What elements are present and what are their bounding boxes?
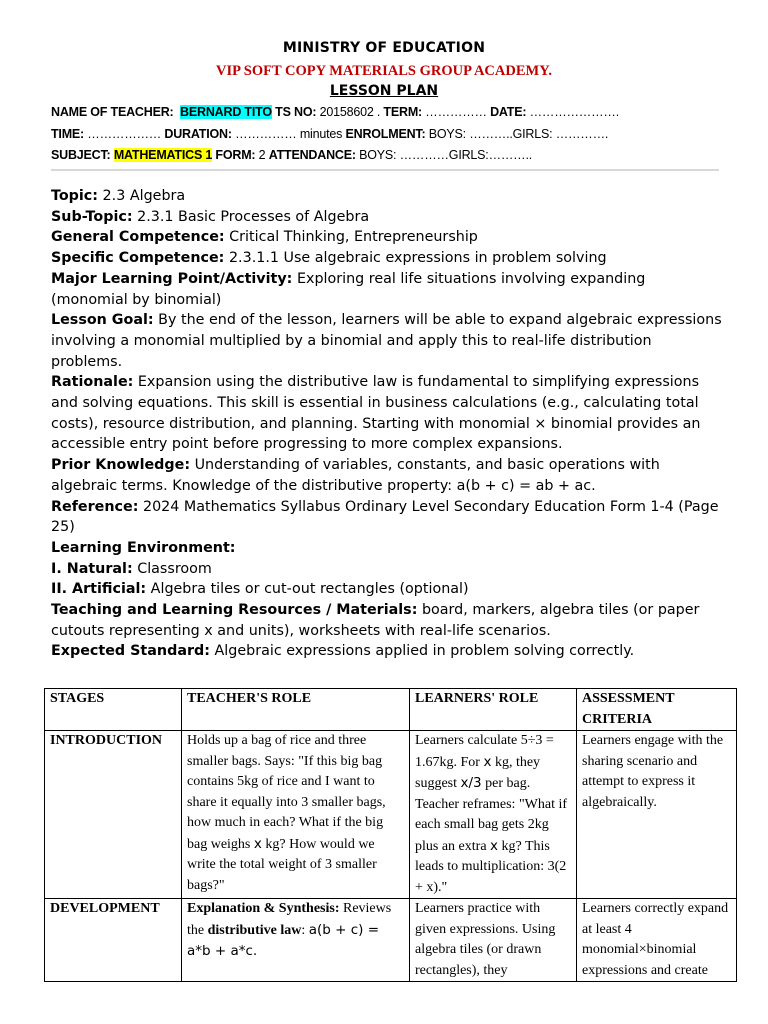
header-stages: STAGES bbox=[45, 689, 182, 731]
attendance-value: BOYS: …………GIRLS:……….. bbox=[355, 148, 533, 162]
learners-role-text: Learners calculate 5÷3 = 1.67kg. For bbox=[415, 733, 554, 770]
teacher-role-text: Reviews the bbox=[187, 901, 392, 938]
form-value: 2 bbox=[255, 148, 269, 162]
term-label: TERM: bbox=[380, 105, 423, 119]
major-learning-label: Major Learning Point/Activity: bbox=[51, 270, 293, 287]
enrolment-value: BOYS: ………..GIRLS: …………. bbox=[425, 127, 609, 141]
natural-line bbox=[51, 559, 723, 580]
teacher-name: BERNARD TITO bbox=[180, 105, 272, 119]
teacher-role-text: Holds up a bag of rice and three smaller bags. Says: "If this big bag contains 5kg of rice and I want to share it equally into 3 smaller bags, how much in each? What if the big bag weighs bbox=[187, 733, 386, 852]
subject-label: SUBJECT: bbox=[51, 148, 111, 162]
specific-competence-label: Specific Competence: bbox=[51, 250, 225, 267]
prior-knowledge-label: Prior Knowledge: bbox=[51, 457, 191, 474]
header-assessment-criteria: ASSESSMENT CRITERIA bbox=[577, 689, 737, 731]
attendance-label: ATTENDANCE: bbox=[268, 148, 356, 162]
header-teacher-role: TEACHER'S ROLE bbox=[182, 689, 410, 731]
topic-value: 2.3 Algebra bbox=[98, 188, 186, 204]
variable-x: x bbox=[483, 753, 492, 770]
prior-knowledge-line bbox=[51, 455, 723, 496]
term-value: …………… bbox=[422, 105, 491, 119]
variable-x-over-3: x/3 bbox=[460, 775, 482, 791]
distributive-formula: a(b + c) = a*b + a*c. bbox=[187, 921, 380, 959]
artificial-label: II. Artificial: bbox=[51, 581, 147, 598]
stage-cell: INTRODUCTION bbox=[45, 731, 182, 899]
tsno-value: 20158602 . bbox=[316, 105, 381, 119]
learners-role-cell bbox=[410, 731, 577, 899]
teacher-label: NAME OF TEACHER: bbox=[51, 105, 174, 119]
header-divider bbox=[51, 169, 719, 171]
form-label: FORM: bbox=[212, 148, 256, 162]
artificial-line bbox=[51, 579, 723, 600]
learners-role-text: per bag. Teacher reframes: "What if each small bag gets 2kg plus an extra bbox=[415, 776, 568, 854]
expected-standard-line bbox=[51, 641, 723, 662]
time-label: TIME: bbox=[51, 127, 85, 141]
duration-label: DURATION: bbox=[164, 127, 232, 141]
learning-environment-label: Learning Environment: bbox=[51, 539, 236, 556]
table-row bbox=[45, 899, 737, 982]
teacher-role-text: kg? How would we write the total weight of 3 smaller bags?" bbox=[187, 836, 377, 893]
specific-competence-value: 2.3.1.1 Use algebraic expressions in problem solving bbox=[224, 250, 607, 267]
subject-info-line bbox=[51, 148, 532, 162]
duration-value: …………… minutes bbox=[231, 127, 346, 141]
subject-value: MATHEMATICS 1 bbox=[113, 148, 213, 162]
topic-line bbox=[51, 186, 723, 207]
major-learning-value: Exploring real life situations involving expanding (monomial by binomial) bbox=[51, 270, 646, 308]
topic-label: Topic: bbox=[51, 188, 99, 204]
tsno-label: TS NO: bbox=[271, 105, 317, 119]
general-competence-label: General Competence: bbox=[51, 229, 225, 246]
teacher-info-line bbox=[51, 105, 619, 119]
rationale-line bbox=[51, 372, 723, 455]
subtopic-line bbox=[51, 207, 723, 228]
explanation-synthesis-label: Explanation & Synthesis: bbox=[187, 901, 340, 916]
resources-line bbox=[51, 600, 723, 641]
general-competence-value: Critical Thinking, Entrepreneurship bbox=[224, 229, 478, 246]
stage-cell: DEVELOPMENT bbox=[45, 899, 182, 982]
distributive-law-term: distributive law bbox=[207, 922, 302, 938]
academy-title: VIP SOFT COPY MATERIALS GROUP ACADEMY. bbox=[216, 63, 552, 79]
lesson-goal-value: By the end of the lesson, learners will be able to expand algebraic expressions involving a monomial multiplied by a binomial and apply this to real-life distribution problems. bbox=[51, 312, 722, 370]
learners-role-text: kg? This leads to multiplication: 3(2 + x)." bbox=[415, 838, 567, 895]
artificial-value: Algebra tiles or cut-out rectangles (optional) bbox=[146, 581, 469, 598]
lesson-plan-title: LESSON PLAN bbox=[329, 83, 439, 99]
table-row bbox=[45, 731, 737, 899]
date-value: …………………. bbox=[526, 105, 619, 119]
header-learners-role: LEARNERS' ROLE bbox=[410, 689, 577, 731]
subtopic-value: 2.3.1 Basic Processes of Algebra bbox=[132, 208, 370, 225]
teacher-role-cell bbox=[182, 731, 410, 899]
teacher-role-text: : bbox=[301, 922, 309, 938]
time-value: ……………… bbox=[84, 127, 165, 141]
reference-value: 2024 Mathematics Syllabus Ordinary Level Secondary Education Form 1-4 (Page 25) bbox=[51, 498, 719, 536]
reference-line bbox=[51, 497, 723, 538]
specific-competence-line bbox=[51, 248, 723, 269]
variable-x: x bbox=[253, 835, 262, 852]
major-learning-line bbox=[51, 269, 723, 310]
reference-label: Reference: bbox=[51, 498, 139, 515]
resources-label: Teaching and Learning Resources / Materials: bbox=[51, 602, 418, 619]
expected-standard-value: Algebraic expressions applied in problem solving correctly. bbox=[209, 643, 635, 660]
lesson-goal-label: Lesson Goal: bbox=[51, 312, 154, 329]
teacher-role-cell bbox=[182, 899, 410, 982]
assessment-cell: Learners correctly expand at least 4 monomial×binomial expressions and create bbox=[577, 899, 737, 982]
general-competence-line bbox=[51, 227, 723, 248]
natural-value: Classroom bbox=[132, 560, 212, 577]
learners-role-cell: Learners practice with given expressions. Using algebra tiles (or drawn rectangles), they bbox=[410, 899, 577, 982]
rationale-label: Rationale: bbox=[51, 374, 134, 391]
rationale-value: Expansion using the distributive law is fundamental to simplifying expressions and solving equations. This skill is essential in business calculations (e.g., calculating total costs), resource distribution, and planning. Starting with monomial × binomial provides an accessible entry point before progressing to more complex expansions. bbox=[51, 374, 701, 453]
enrolment-label: ENROLMENT: bbox=[345, 127, 426, 141]
assessment-cell: Learners engage with the sharing scenario and attempt to express it algebraically. bbox=[577, 731, 737, 899]
subtopic-label: Sub-Topic: bbox=[51, 208, 133, 225]
lesson-stages-table bbox=[44, 688, 737, 982]
table-header-row bbox=[45, 689, 737, 731]
time-info-line bbox=[51, 127, 608, 141]
prior-knowledge-value: Understanding of variables, constants, and basic operations with algebraic terms. Knowledge of the distributive property: a(b + c) = ab + ac. bbox=[51, 457, 660, 494]
ministry-title: MINISTRY OF EDUCATION bbox=[282, 40, 486, 56]
learning-environment-line bbox=[51, 538, 723, 559]
resources-value: board, markers, algebra tiles (or paper cutouts representing x and units), worksheets with real-life scenarios. bbox=[51, 602, 700, 639]
natural-label: I. Natural: bbox=[51, 560, 133, 577]
lesson-goal-line bbox=[51, 310, 723, 372]
variable-x: x bbox=[490, 837, 499, 854]
date-label: DATE: bbox=[490, 105, 527, 119]
expected-standard-label: Expected Standard: bbox=[51, 643, 210, 660]
lesson-details bbox=[51, 186, 723, 662]
learners-role-text: kg, they suggest bbox=[415, 754, 541, 791]
